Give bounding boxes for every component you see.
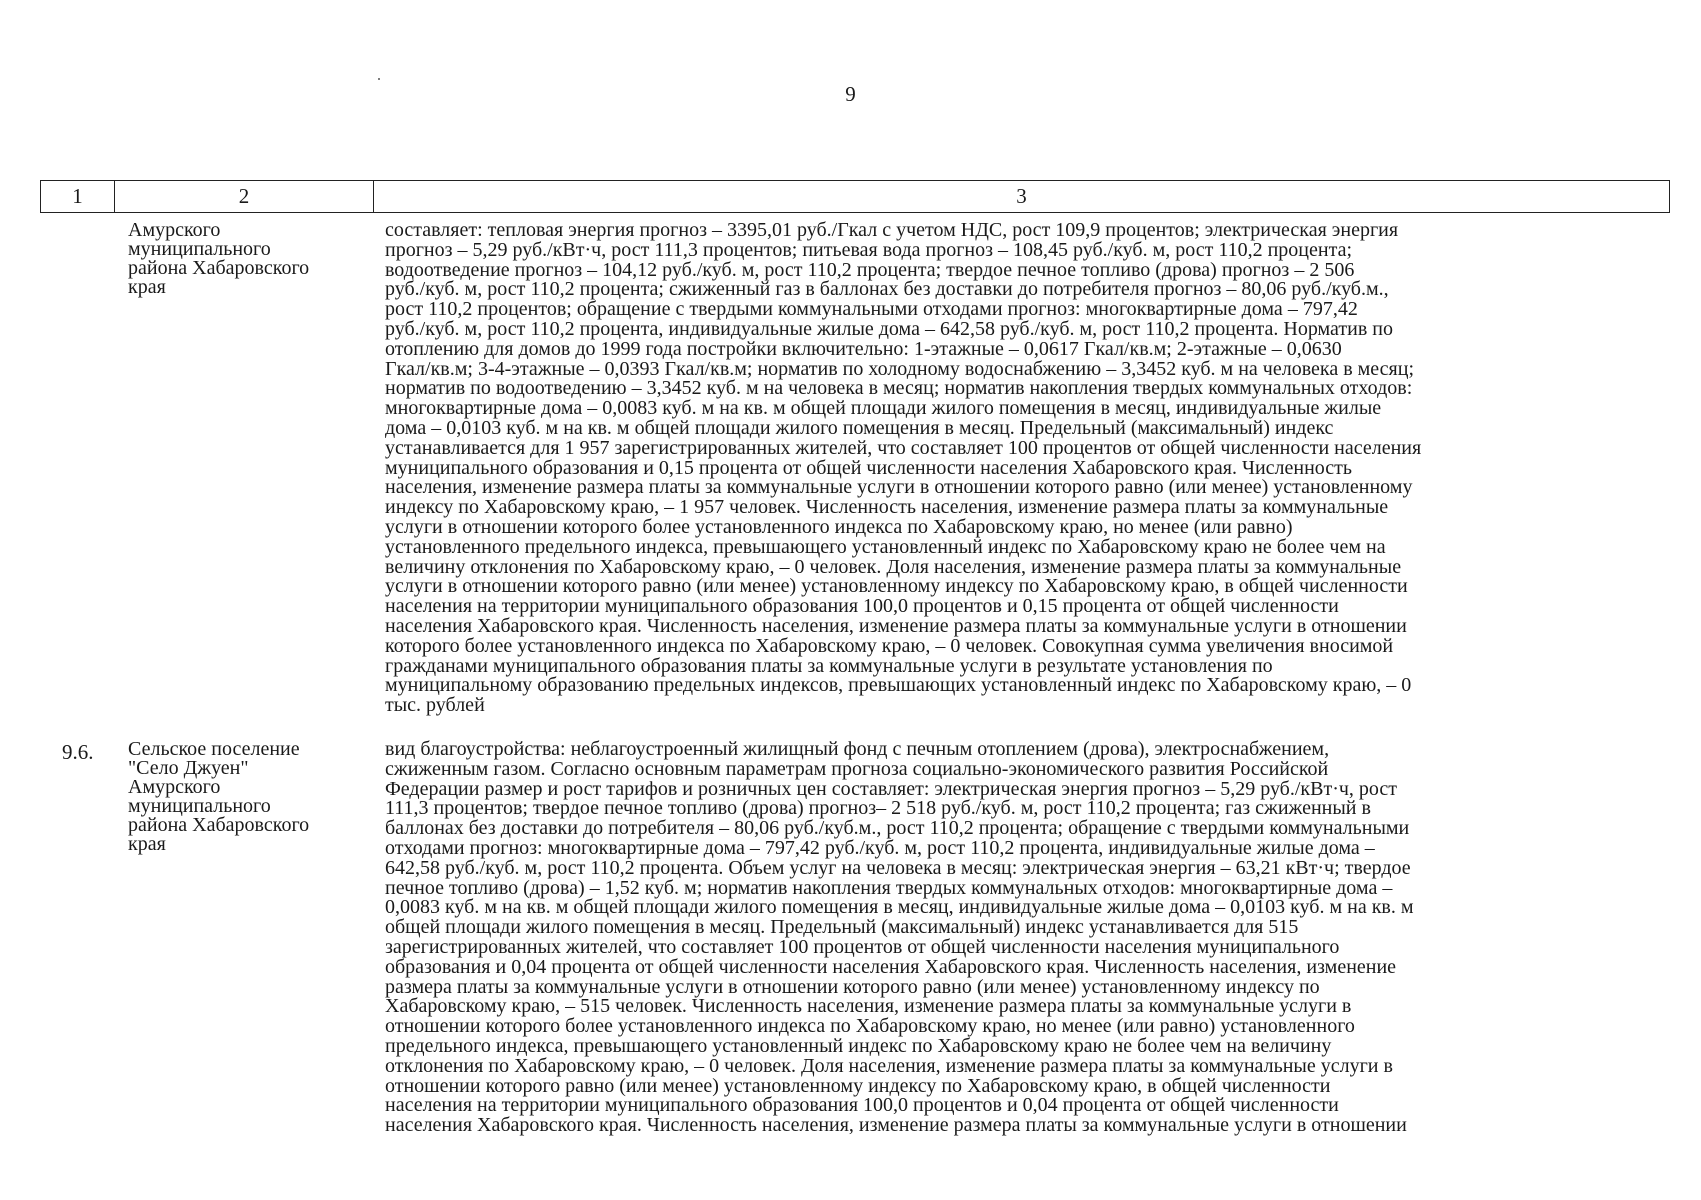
text-line: индексу по Хабаровскому краю, – 1 957 человек. Численность населения, изменение размера платы за коммунальные <box>385 496 1389 519</box>
text-line: величину отклонения по Хабаровскому краю, – 0 человек. Доля населения, изменение размера платы за коммунальные <box>385 555 1402 578</box>
text-line: тыс. рублей <box>385 694 485 717</box>
text-line: 0,0083 куб. м на кв. м общей площади жилого помещения в месяц, индивидуальные жилые дома – 0,0103 куб. м на кв. м <box>385 896 1414 919</box>
page-number: 9 <box>845 82 856 106</box>
name-line: края <box>128 833 166 855</box>
header-col-1: 1 <box>41 181 115 213</box>
text-line: руб./куб. м, рост 110,2 процента; сжиженный газ в баллонах без доставки до потребителя прогноз – 80,06 руб./куб.м., <box>385 278 1389 301</box>
name-line: муниципального <box>128 795 271 817</box>
municipality-name <box>128 221 373 297</box>
name-line: района Хабаровского <box>128 257 310 279</box>
text-line: отклонения по Хабаровскому краю, – 0 человек. Доля населения, изменение размера платы за коммунальные услуги в <box>385 1054 1393 1077</box>
text-line: составляет: тепловая энергия прогноз – 3395,01 руб./Гкал с учетом НДС, рост 109,9 процентов; электрическая энергия <box>385 219 1399 241</box>
text-line: Федерации размер и рост тарифов и розничных цен составляет: электрическая энергия прогноз – 5,29 руб./кВт·ч, рост <box>385 777 1398 800</box>
text-line: отношении которого более установленного индекса по Хабаровскому краю, но менее (или равно) установленного <box>385 1015 1355 1038</box>
name-line: Амурского <box>128 219 221 241</box>
text-line: общей площади жилого помещения в месяц. Предельный (максимальный) индекс устанавливается для 515 <box>385 916 1299 939</box>
header-col-3: 3 <box>374 181 1670 213</box>
text-line: дома – 0,0103 куб. м на кв. м общей площади жилого помещения в месяц. Предельный (максимальный) индекс <box>385 416 1334 439</box>
text-line: вид благоустройства: неблагоустроенный жилищный фонд с печным отоплением (дрова), электроснабжением, <box>385 738 1330 760</box>
text-line: услуги в отношении которого равно (или менее) установленному индексу по Хабаровскому краю, в общей численности <box>385 575 1408 598</box>
row-description <box>385 740 1665 1136</box>
row-description <box>385 221 1665 716</box>
row-number: 9.6. <box>62 740 94 764</box>
text-line: населения, изменение размера платы за коммунальные услуги в отношении которого равно (или менее) установленному <box>385 476 1413 499</box>
text-line: печное топливо (дрова) – 1,52 куб. м; норматив накопления твердых коммунальных отходов: многоквартирные дома – <box>385 876 1393 899</box>
text-line: прогноз – 5,29 руб./кВт·ч, рост 111,3 процентов; питьевая вода прогноз – 108,45 руб./куб. м, рост 110,2 процента; <box>385 238 1353 261</box>
text-line: водоотведение прогноз – 104,12 руб./куб. м, рост 110,2 процента; твердое печное топливо (дрова) прогноз – 2 506 <box>385 258 1355 281</box>
text-line: устанавливается для 1 957 зарегистрированных жителей, что составляет 100 процентов от общей численности населения <box>385 436 1422 459</box>
text-line: Гкал/кв.м; 3-4-этажные – 0,0393 Гкал/кв.м; норматив по холодному водоснабжению – 3,3452 куб. м на человека в месяц; <box>385 357 1415 380</box>
name-line: Сельское поселение <box>128 738 300 760</box>
text-line: услуги в отношении которого более установленного индекса по Хабаровскому краю, но менее (или равно) <box>385 515 1293 538</box>
text-line: которого более установленного индекса по Хабаровскому краю, – 0 человек. Совокупная сумма увеличения вносимой <box>385 634 1394 657</box>
header-col-2: 2 <box>115 181 374 213</box>
text-line: руб./куб. м, рост 110,2 процента, индивидуальные жилые дома – 642,58 руб./куб. м, рост 110,2 процента. Норматив по <box>385 317 1393 340</box>
name-line: муниципального <box>128 238 271 260</box>
name-line: "Село Джуен" <box>128 757 249 779</box>
text-line: населения Хабаровского края. Численность населения, изменение размера платы за коммунальные услуги в отношении <box>385 614 1407 637</box>
column-header-table <box>40 180 1670 213</box>
header-row <box>41 181 1670 213</box>
text-line: отходами прогноз: многоквартирные дома – 797,42 руб./куб. м, рост 110,2 процента, индивидуальные жилые дома – <box>385 836 1375 859</box>
text-line: баллонах без доставки до потребителя – 80,06 руб./куб.м., рост 110,2 процента; обращение с твердыми коммунальными <box>385 817 1410 840</box>
text-line: населения на территории муниципального образования 100,0 процентов и 0,15 процента от общей численности <box>385 595 1339 618</box>
text-line: 642,58 руб./куб. м, рост 110,2 процента. Объем услуг на человека в месяц: электрическая энергия – 63,21 кВт·ч; твердое <box>385 856 1411 879</box>
text-line: населения на территории муниципального образования 100,0 процентов и 0,04 процента от общей численности <box>385 1094 1339 1117</box>
name-line: района Хабаровского <box>128 814 310 836</box>
text-line: предельного индекса, превышающего установленный индекс по Хабаровскому краю не более чем на величину <box>385 1034 1332 1057</box>
scan-speck <box>378 78 380 80</box>
text-line: 111,3 процентов; твердое печное топливо (дрова) прогноз– 2 518 руб./куб. м, рост 110,2 процента; газ сжиженный в <box>385 797 1371 820</box>
text-line: населения Хабаровского края. Численность населения, изменение размера платы за коммунальные услуги в отношении <box>385 1114 1407 1137</box>
text-line: отоплению для домов до 1999 года постройки включительно: 1-этажные – 0,0617 Гкал/кв.м; 2-этажные – 0,0630 <box>385 337 1342 360</box>
text-line: многоквартирные дома – 0,0083 куб. м на кв. м общей площади жилого помещения в месяц, индивидуальные жилые <box>385 397 1382 420</box>
text-line: гражданами муниципального образования платы за коммунальные услуги в результате установления по <box>385 654 1273 677</box>
text-line: муниципальному образованию предельных индексов, превышающих установленный индекс по Хабаровскому краю, – 0 <box>385 674 1412 697</box>
text-line: размера платы за коммунальные услуги в отношении которого равно (или менее) установленному индексу по <box>385 975 1320 998</box>
text-line: Хабаровскому краю, – 515 человек. Численность населения, изменение размера платы за коммунальные услуги в <box>385 995 1352 1018</box>
text-line: установленного предельного индекса, превышающего установленный индекс по Хабаровскому краю не более чем на <box>385 535 1386 558</box>
text-line: муниципального образования и 0,15 процента от общей численности населения Хабаровского края. Численность <box>385 456 1353 479</box>
text-line: зарегистрированных жителей, что составляет 100 процентов от общей численности населения муниципального <box>385 935 1340 958</box>
text-line: сжиженным газом. Согласно основным параметрам прогноза социально-экономического развития Российской <box>385 757 1329 780</box>
name-line: края <box>128 276 166 298</box>
text-line: рост 110,2 процентов; обращение с твердыми коммунальными отходами прогноз: многоквартирные дома – 797,42 <box>385 298 1358 321</box>
text-line: отношении которого равно (или менее) установленному индексу по Хабаровскому краю, в общей численности <box>385 1074 1331 1097</box>
text-line: норматив по водоотведению – 3,3452 куб. м на человека в месяц; норматив накопления твердых коммунальных отходов: <box>385 377 1413 400</box>
name-line: Амурского <box>128 776 221 798</box>
text-line: образования и 0,04 процента от общей численности населения Хабаровского края. Численность населения, изменение <box>385 955 1397 978</box>
municipality-name <box>128 740 373 854</box>
